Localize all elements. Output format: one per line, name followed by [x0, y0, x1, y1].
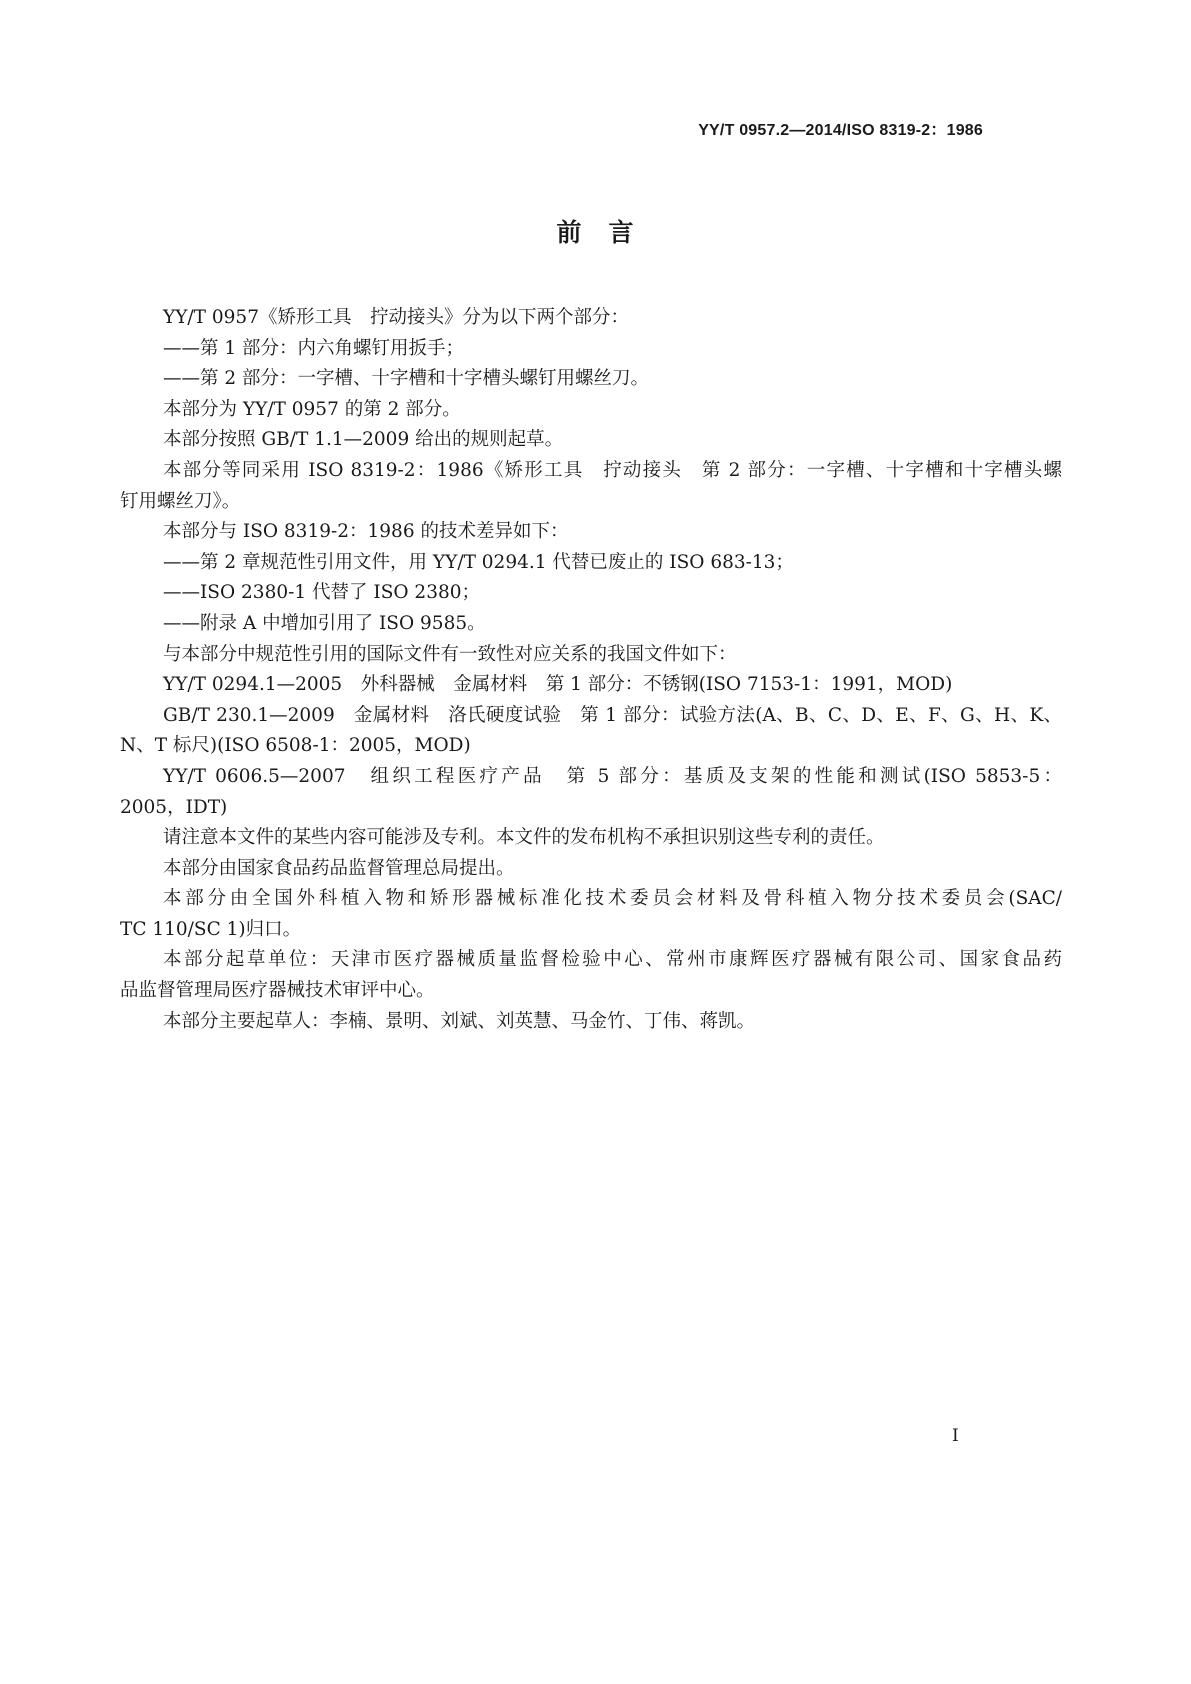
paragraph [120, 945, 1062, 1006]
paragraph [120, 701, 1062, 762]
page-number: I [952, 1426, 959, 1446]
paragraph-line: ——第 1 部分：内六角螺钉用扳手； [163, 337, 465, 359]
paragraph-line: 钉用螺丝刀》。 [120, 490, 241, 512]
paragraph [120, 395, 1062, 426]
paragraph-line: ——ISO 2380-1 代替了 ISO 2380； [163, 582, 481, 604]
paragraph [120, 364, 1062, 395]
paragraph-line: 2005，IDT) [120, 796, 228, 818]
paragraph [120, 884, 1062, 945]
paragraph-line: YY/T 0957《矫形工具 拧动接头》分为以下两个部分： [163, 307, 629, 328]
paragraph-line: 与本部分中规范性引用的国际文件有一致性对应关系的我国文件如下： [163, 643, 737, 665]
paragraph [120, 762, 1062, 823]
paragraph-line: 本部分等同采用 ISO 8319-2：1986《矫形工具 拧动接头 第 2 部分：一字槽、十字槽和十字槽头螺 [163, 459, 1062, 481]
paragraph-line: 本部分主要起草人：李楠、景明、刘斌、刘英慧、马金竹、丁伟、蒋凯。 [163, 1010, 756, 1032]
paragraph [120, 854, 1062, 885]
paragraph-line: 本部分由国家食品药品监督管理总局提出。 [163, 857, 515, 879]
paragraph [120, 823, 1062, 854]
paragraph-line: YY/T 0294.1—2005 外科器械 金属材料 第 1 部分：不锈钢(ISO 7153-1：1991，MOD) [163, 674, 953, 696]
paragraph [120, 578, 1062, 609]
paragraph [120, 670, 1062, 701]
paragraph-line: 本部分按照 GB/T 1.1—2009 给出的规则起草。 [163, 429, 564, 451]
standard-code-header: YY/T 0957.2—2014/ISO 8319-2：1986 [698, 122, 983, 139]
paragraph [120, 425, 1062, 456]
document-body [120, 303, 1062, 1037]
paragraph [120, 517, 1062, 548]
paragraph-line: ——附录 A 中增加引用了 ISO 9585。 [163, 612, 486, 634]
paragraph [120, 1007, 1062, 1038]
paragraph-line: YY/T 0606.5—2007 组织工程医疗产品 第 5 部分：基质及支架的性能和测试(ISO 5853-5： [163, 765, 1062, 787]
paragraph-line: 本部分为 YY/T 0957 的第 2 部分。 [163, 398, 461, 420]
paragraph [120, 609, 1062, 640]
paragraph-line: 本部分由全国外科植入物和矫形器械标准化技术委员会材料及骨科植入物分技术委员会(SAC/ [163, 888, 1062, 910]
paragraph-line: 品监督管理局医疗器械技术审评中心。 [120, 980, 435, 1002]
paragraph-line: N、T 标尺)(ISO 6508-1：2005，MOD) [120, 735, 471, 757]
paragraph-line: 请注意本文件的某些内容可能涉及专利。本文件的发布机构不承担识别这些专利的责任。 [163, 827, 885, 849]
paragraph-line: ——第 2 部分：一字槽、十字槽和十字槽头螺钉用螺丝刀。 [163, 368, 650, 390]
paragraph [120, 334, 1062, 365]
paragraph [120, 303, 1062, 334]
paragraph-line: GB/T 230.1—2009 金属材料 洛氏硬度试验 第 1 部分：试验方法(A、B、C、D、E、F、G、H、K、 [163, 704, 1062, 726]
paragraph [120, 548, 1062, 579]
paragraph [120, 456, 1062, 517]
paragraph [120, 640, 1062, 671]
page-title: 前 言 [556, 218, 635, 247]
paragraph-line: ——第 2 章规范性引用文件，用 YY/T 0294.1 代替已废止的 ISO 683-13； [163, 551, 794, 573]
paragraph-line: 本部分起草单位：天津市医疗器械质量监督检验中心、常州市康辉医疗器械有限公司、国家食品药 [163, 949, 1062, 971]
paragraph-line: 本部分与 ISO 8319-2：1986 的技术差异如下： [163, 521, 569, 543]
paragraph-line: TC 110/SC 1)归口。 [120, 918, 302, 940]
